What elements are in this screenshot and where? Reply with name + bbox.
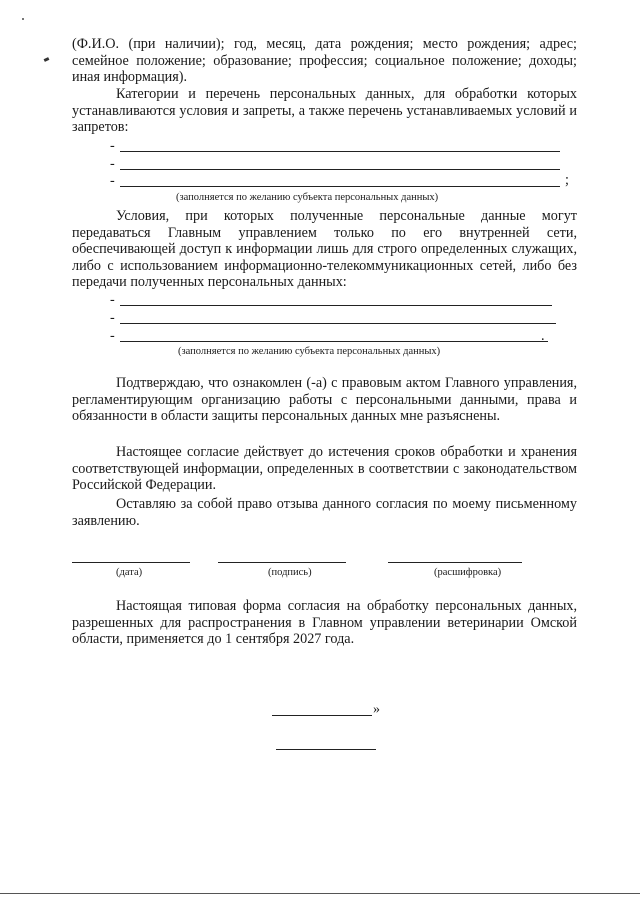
date-field[interactable] — [72, 562, 190, 563]
categories-hint: (заполняется по желанию субъекта персональных данных) — [176, 192, 439, 203]
validity-paragraph: Настоящее согласие действует до истечения сроков обработки и хранения соответствующей информации, определенных в соответствии с законодательством Российской Федерации. — [72, 444, 577, 493]
conditions-end-mark: . — [541, 328, 545, 344]
scan-edge-line — [0, 893, 640, 894]
closing-quote-mark: » — [373, 702, 380, 717]
categories-end-mark: ; — [565, 172, 569, 188]
footer-note-paragraph: Настоящая типовая форма согласия на обработку персональных данных, разрешенных для распространения в Главном управлении ветеринарии Омской области, применяется до 1 сентября 2027 года. — [72, 598, 577, 647]
closing-field-1[interactable] — [272, 715, 372, 716]
line-dash: - — [110, 138, 115, 154]
date-label: (дата) — [116, 567, 143, 578]
line-dash: - — [110, 328, 115, 344]
decode-field[interactable] — [388, 562, 522, 563]
line-dash: - — [110, 292, 115, 308]
line-dash: - — [110, 156, 115, 172]
conditions-paragraph: Условия, при которых полученные персональные данные могут передаваться Главным управлением только по его внутренней сети, обеспечивающей доступ к информации лишь для строго определенных служащих, либо с использованием информационно-телекоммуникационных сетей, либо без передачи полученных персональных данных: — [72, 208, 577, 290]
decode-label: (расшифровка) — [434, 567, 502, 578]
signature-label: (подпись) — [268, 567, 312, 578]
scan-speck — [22, 18, 24, 20]
line-dash: - — [110, 310, 115, 326]
conditions-hint: (заполняется по желанию субъекта персональных данных) — [178, 346, 441, 357]
confirm-paragraph: Подтверждаю, что ознакомлен (-а) с правовым актом Главного управления, регламентирующим организацию работы с персональными данными, права и обязанности в области защиты персональных данных мне разъяснены. — [72, 375, 577, 424]
scan-speck — [44, 57, 50, 62]
categories-paragraph: Категории и перечень персональных данных, для обработки которых устанавливаются условия и запреты, а также перечень устанавливаемых условий и запретов: — [72, 86, 577, 135]
signature-field[interactable] — [218, 562, 346, 563]
intro-paragraph: (Ф.И.О. (при наличии); год, месяц, дата рождения; место рождения; адрес; семейное положение; образование; профессия; социальное положение; доходы; иная информация). — [72, 36, 577, 85]
line-dash: - — [110, 173, 115, 189]
revoke-paragraph: Оставляю за собой право отзыва данного согласия по моему письменному заявлению. — [72, 496, 577, 529]
closing-field-2[interactable] — [276, 749, 376, 750]
